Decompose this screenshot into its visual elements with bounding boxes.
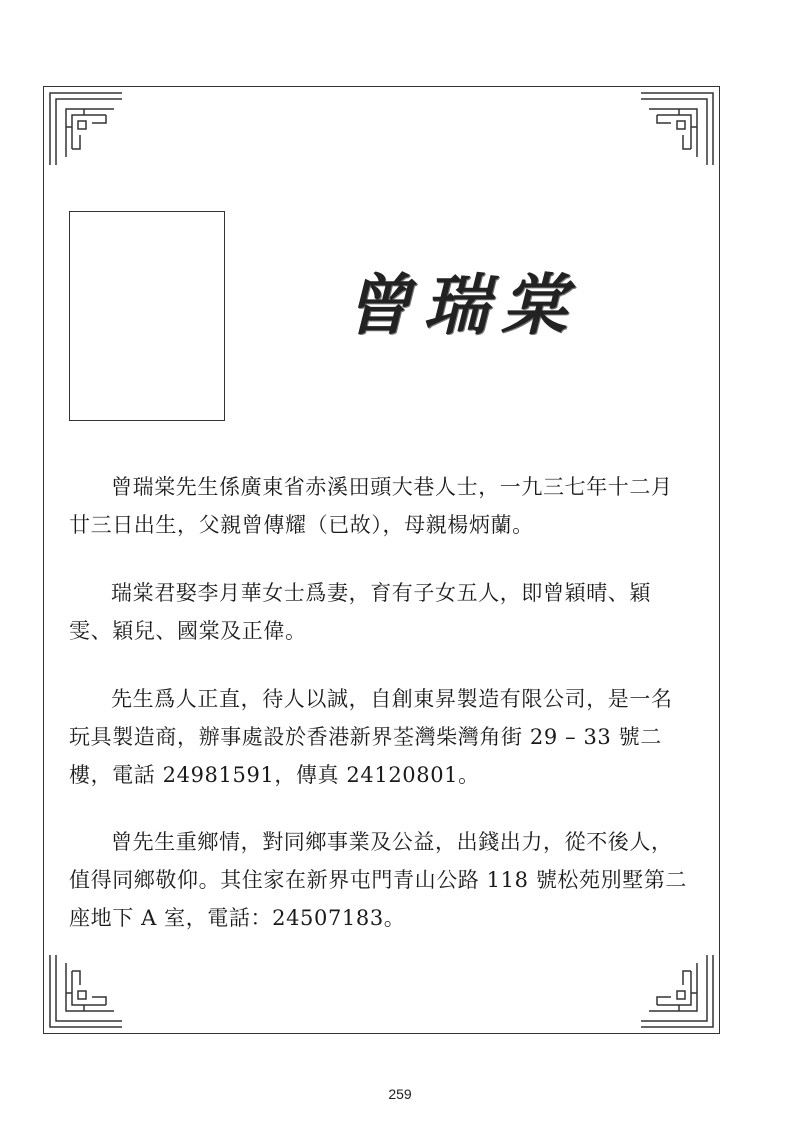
paragraph-text: 瑞棠君娶李月華女士爲妻，育有子女五人，即曾穎晴、穎雯、穎兒、國棠及正偉。 — [69, 581, 651, 643]
page-number: 259 — [388, 1086, 412, 1102]
paragraph-birth — [69, 468, 689, 544]
paragraph-text: 曾先生重鄉情，對同鄉事業及公益，出錢出力，從不後人，值得同鄉敬仰。其住家在新界屯門青山公路 118 號松苑別墅第二座地下 A 室，電話：24507183。 — [69, 830, 688, 930]
person-name-title: 曾瑞棠 — [345, 266, 579, 344]
paragraph-business — [69, 680, 689, 794]
paragraph-community — [69, 823, 689, 937]
corner-ornament-top-right — [639, 87, 719, 167]
corner-ornament-bottom-left — [44, 953, 124, 1033]
corner-ornament-top-left — [44, 87, 124, 167]
portrait-photo-placeholder — [69, 211, 225, 421]
corner-ornament-bottom-right — [639, 953, 719, 1033]
paragraph-text: 曾瑞棠先生係廣東省赤溪田頭大巷人士，一九三七年十二月廿三日出生，父親曾傳耀（已故），母親楊炳蘭。 — [69, 475, 673, 537]
paragraph-family — [69, 574, 689, 650]
paragraph-text: 先生爲人正直，待人以誠，自創東昇製造有限公司，是一名玩具製造商，辦事處設於香港新界荃灣柴灣角街 29 – 33 號二樓，電話 24981591，傳真 24120801。 — [69, 687, 673, 787]
